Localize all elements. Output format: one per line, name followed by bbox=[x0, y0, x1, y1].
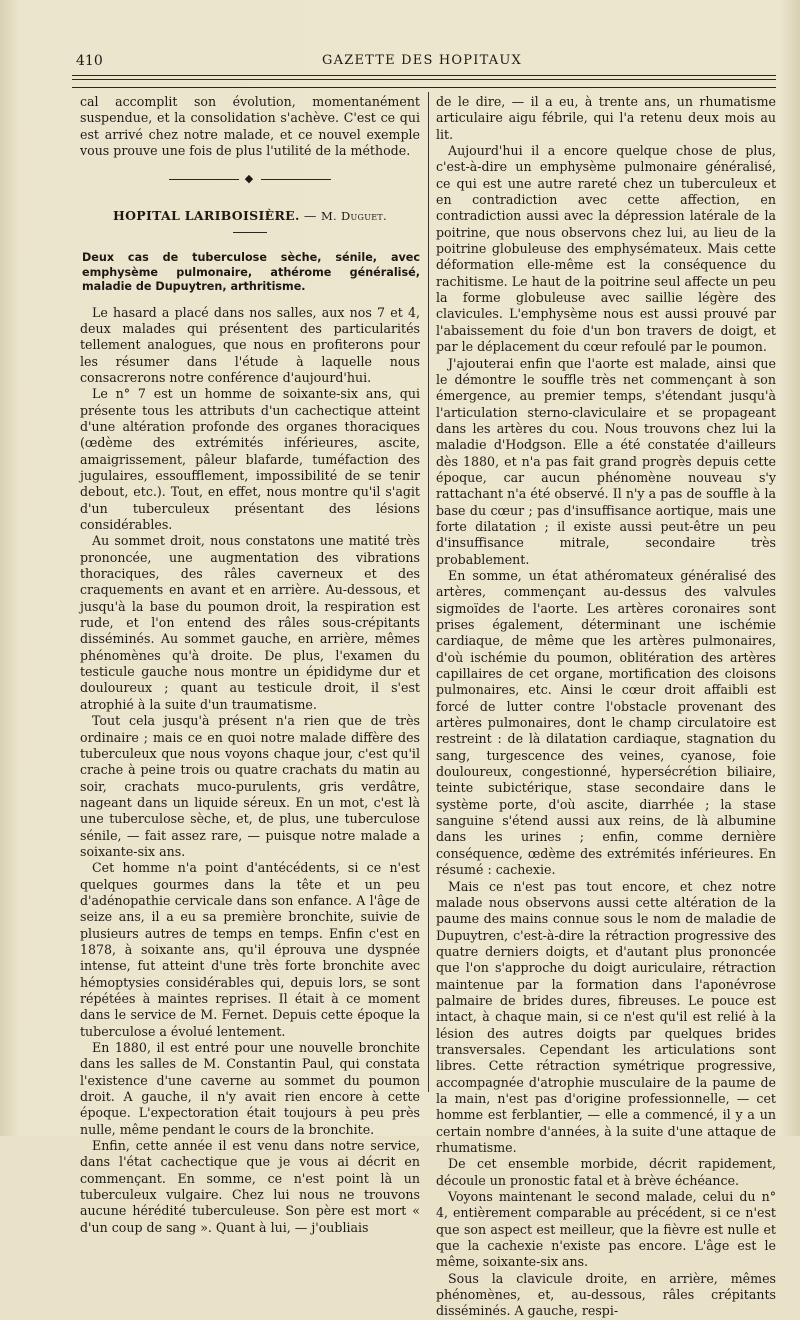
page-number: 410 bbox=[76, 53, 103, 69]
journal-title: GAZETTE DES HOPITAUX bbox=[322, 53, 522, 68]
paragraph: Cet homme n'a point d'antécédents, si ce n'est quelques gourmes dans la tête et un peu d'adénopathie cervicale dans son enfance. A l'âge de seize ans, il a eu sa première bronchite, suivie de plusieurs autres de temps en temps. Enfin c'est en 1878, à soixante ans, qu'il éprouva une dyspnée intense, fut atteint d'une très forte bronchite avec hémoptysies considérables qui, depuis lors, se sont répétées à maintes reprises. Il était à ce moment dans le service de M. Fernet. Depuis cette époque la tuberculose a évolué lentement. bbox=[80, 860, 420, 1039]
paragraph: de le dire, — il a eu, à trente ans, un rhumatisme articulaire aigu fébrile, qui l'a retenu deux mois au lit. bbox=[436, 94, 776, 142]
doctor-name: M. Duguet. bbox=[320, 208, 387, 223]
hospital-name: HOPITAL LARIBOISIÈRE. bbox=[112, 207, 300, 223]
paragraph: Le hasard a placé dans nos salles, aux nos 7 et 4, deux malades qui présentent des particularités tellement analogues, que nous en profiterons pour les résumer dans l'étude à laquelle nous consacrerons notre conférence d'aujourd'hui. bbox=[80, 304, 420, 385]
paragraph: Tout cela jusqu'à présent n'a rien que de très ordinaire ; mais ce en quoi notre malade diffère des tuberculeux que nous voyons chaque jour, c'est qu'il crache à peine trois ou quatre crachats du matin au soir, crachats muco-purulents, gris verdâtre, nageant dans un liquide séreux. En un mot, c'est là une tuberculose sèche, et, de plus, une tuberculose sénile, — fait assez rare, — puisque notre malade a soixante-six ans. bbox=[80, 713, 420, 859]
paragraph: En somme, un état athéromateux généralisé des artères, commençant au-dessus des valvules sigmoïdes de l'aorte. Les artères coronaires sont prises également, déterminant une ischémie cardiaque, de même que les artères pulmonaires, d'où ischémie du poumon, oblitération des artères capillaires de cet organe, mortification des cloisons pulmonaires, etc. Ainsi le cœur droit affaibli est forcé de lutter contre l'obstacle provenant des artères pulmonaires, dont le champ circulatoire est restreint : de là dilatation cardiaque, stagnation du sang, turgescence des veines, cyanose, foie douloureux, congestionné, hypersécrétion biliaire, teinte subictérique, stase secondaire dans le système porte, d'où ascite, diarrhée ; la stase sanguine s'étend aussi aux reins, de là albumine dans les urines ; enfin, comme dernière conséquence, œdème des extrémités inférieures. En résumé : cachexie. bbox=[436, 567, 776, 878]
article-title: Deux cas de tuberculose sèche, sénile, avec emphysème pulmonaire, athérome généralisé, maladie de Dupuytren, arthritisme. bbox=[82, 251, 420, 294]
paragraph: En 1880, il est entré pour une nouvelle bronchite dans les salles de M. Constantin Paul, qui constata l'existence d'une caverne au sommet du poumon droit. A gauche, il n'y avait rien encore à cette époque. L'expectoration était toujours à peu près nulle, même pendant le cours de la bronchite. bbox=[80, 1040, 420, 1137]
paragraph: Aujourd'hui il a encore quelque chose de plus, c'est-à-dire un emphysème pulmonaire généralisé, ce qui est une autre rareté chez un tuberculeux et en contradiction avec cette affection, en contradiction aussi avec la dépression latérale de la poitrine, que nous observons chez lui, au lieu de la poitrine globuleuse des emphysémateux. Mais cette déformation elle-même est la conséquence du rachitisme. Le haut de la poitrine seul affecte un peu la forme globuleuse avec saillie légère des clavicules. L'emphysème nous est aussi prouvé par l'abaissement du foie d'un bon travers de doigt, et par le déplacement du cœur refoulé par le poumon. bbox=[436, 143, 776, 355]
paragraph: De cet ensemble morbide, décrit rapidement, découle un pronostic fatal et à brève échéance. bbox=[436, 1156, 776, 1188]
heading-separator: — bbox=[299, 207, 321, 223]
paragraph: Mais ce n'est pas tout encore, et chez notre malade nous observons aussi cette altération de la paume des mains connue sous le nom de maladie de Dupuytren, c'est-à-dire la rétraction progressive des quatre derniers doigts, et d'autant plus prononcée que l'on s'approche du doigt auriculaire, rétraction maintenue par la formation dans l'aponévrose palmaire de brides dures, fibreuses. Le pouce est intact, à chaque main, si ce n'est qu'il est relié à la lésion des autres doigts par quelques brides transversales. Cependant les articulations sont libres. Cette rétraction symétrique progressive, accompagnée d'atrophie musculaire de la paume de la main, n'est pas d'origine professionnelle, — cet homme est ferblantier, — elle a commencé, il y a un certain nombre d'années, à la suite d'une attaque de rhumatisme. bbox=[436, 878, 776, 1155]
column-top-rule bbox=[72, 87, 776, 88]
paragraph: J'ajouterai enfin que l'aorte est malade, ainsi que le démontre le souffle très net commençant à son émergence, au premier temps, s'étendant jusqu'à l'articulation sterno-claviculaire et se propageant dans les artères du cou. Nous trouvons chez lui la maladie d'Hodgson. Elle a été constatée d'ailleurs dès 1880, et n'a pas fait grand progrès depuis cette époque, car aucun phénomène nouveau s'y rattachant n'a été observé. Il n'y a pas de souffle à la base du cœur ; pas d'insuffisance aortique, mais une forte dilatation ; il existe aussi peut-être un peu d'insuffisance mitrale, secondaire très probablement. bbox=[436, 355, 776, 567]
page-header bbox=[62, 50, 782, 72]
section-ornament bbox=[80, 171, 420, 187]
paragraph: Voyons maintenant le second malade, celui du n° 4, entièrement comparable au précédent, si ce n'est que son aspect est meilleur, que la fièvre est nulle et que la cachexie n'existe pas encore. L'âge est le même, soixante-six ans. bbox=[436, 1189, 776, 1270]
paragraph: Le n° 7 est un homme de soixante-six ans, qui présente tous les attributs d'un cachectique atteint d'une altération profonde des organes thoraciques (œdème des extrémités inférieures, ascite, amaigrissement, pâleur blafarde, tuméfaction des jugulaires, essoufflement, impossibilité de se tenir debout, etc.). Tout, en effet, nous montre qu'il s'agit d'un tuberculeux présentant des lésions considérables. bbox=[80, 386, 420, 533]
heading-rule bbox=[233, 232, 267, 233]
column-divider bbox=[428, 92, 429, 1092]
header-rule-double bbox=[72, 79, 776, 80]
paragraph: Au sommet droit, nous constatons une matité très prononcée, une augmentation des vibrations thoraciques, des râles caverneux et des craquements en avant et en arrière. Au-dessous, et jusqu'à la base du poumon droit, la respiration est rude, et l'on entend des râles sous-crépitants disséminés. Au sommet gauche, en arrière, mêmes phénomènes qu'à droite. De plus, l'examen du testicule gauche nous montre un épididyme dur et douloureux ; quant au testicule droit, il s'est atrophié à la suite d'un traumatisme. bbox=[80, 533, 420, 712]
lead-paragraph: cal accomplit son évolution, momentanément suspendue, et la consolidation s'achève. C'est ce qui est arrivé chez notre malade, et ce nouvel exemple vous prouve une fois de plus l'utilité de la méthode. bbox=[80, 94, 420, 159]
header-rule bbox=[72, 75, 776, 76]
ornament-line-right bbox=[261, 179, 331, 180]
ornament-line-left bbox=[169, 179, 239, 180]
paragraph: Sous la clavicule droite, en arrière, mêmes phénomènes, et, au-dessous, râles crépitants disséminés. A gauche, respi- bbox=[436, 1270, 776, 1319]
left-column bbox=[80, 94, 420, 1236]
ornament-diamond: ◆ bbox=[244, 172, 256, 186]
paragraph: Enfin, cette année il est venu dans notre service, dans l'état cachectique que je vous ai décrit en commençant. En somme, ce n'est point là un tuberculeux vulgaire. Chez lui nous ne trouvons aucune hérédité tuberculeuse. Son père est mort « d'un coup de sang ». Quant à lui, — j'oubliais bbox=[80, 1138, 420, 1235]
section-heading bbox=[80, 208, 420, 224]
